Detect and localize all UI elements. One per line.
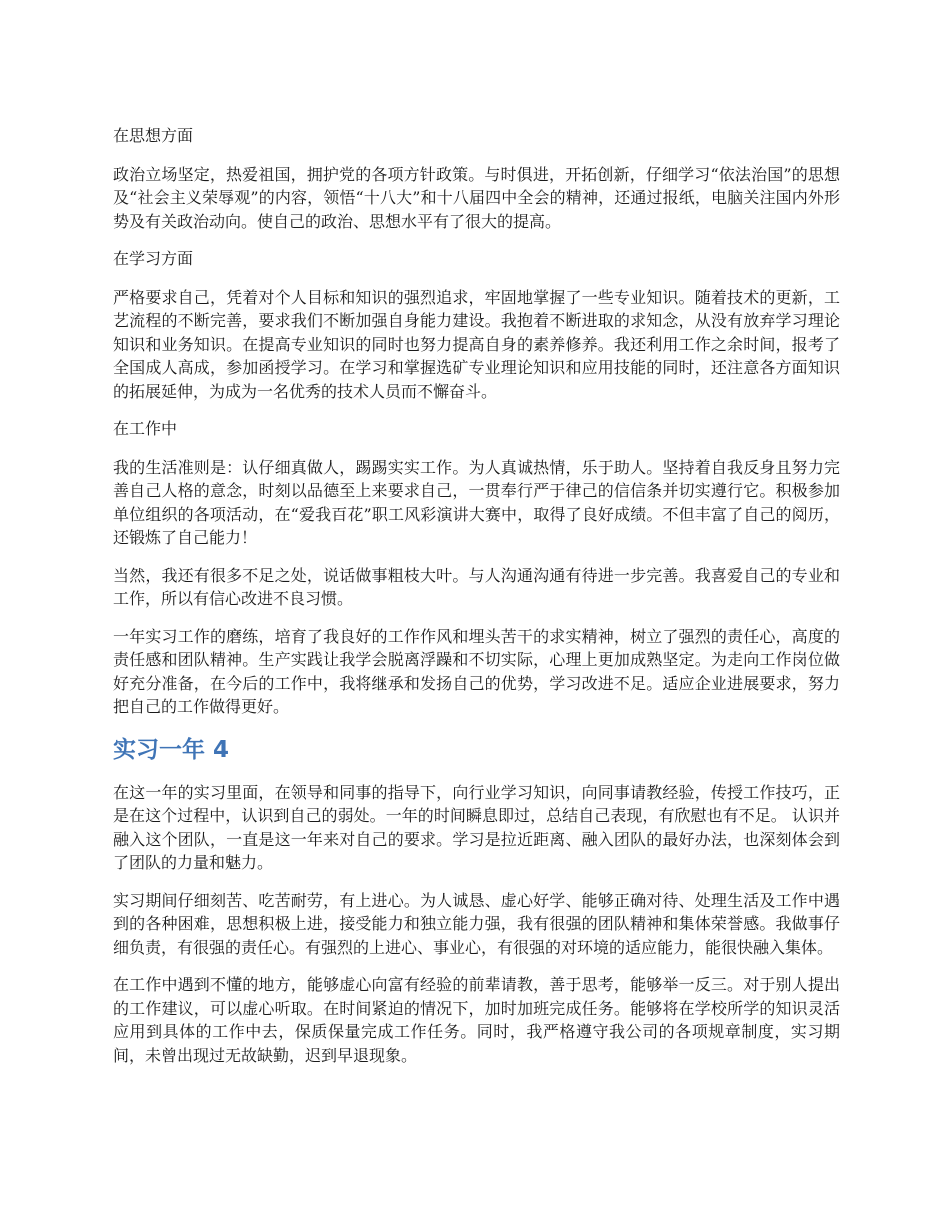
paragraph-work: 我的生活准则是：认仔细真做人，踢踢实实工作。为人真诚热情，乐于助人。坚持着自我反身且努力完善自己人格的意念，时刻以品德至上来要求自己，一贯奉行严于律己的信信条并切实遵行它。积极参加单位组织的各项活动，在“爱我百花”职工风彩演讲大赛中，取得了良好成绩。不但丰富了自己的阅历，还锻炼了自己能力！ <box>113 457 840 547</box>
paragraph-attitude: 实习期间仔细刻苦、吃苦耐劳，有上进心。为人诚恳、虚心好学、能够正确对待、处理生活及工作中遇到的各种困难，思想积极上进，接受能力和独立能力强，我有很强的团队精神和集体荣誉感。我做事仔细负责，有很强的责任心。有强烈的上进心、事业心，有很强的对环境的适应能力，能很快融入集体。 <box>113 890 840 957</box>
document-body <box>113 124 840 1081</box>
paragraph-study: 严格要求自己，凭着对个人目标和知识的强烈追求，牢固地掌握了一些专业知识。随着技术的更新，工艺流程的不断完善，要求我们不断加强自身能力建设。我抱着不断进取的求知念，从没有放弃学习理论知识和业务知识。在提高专业知识的同时也努力提高自身的素养修养。我还利用工作之余时间，报考了全国成人高成，参加函授学习。在学习和掌握选矿专业理论知识和应用技能的同时，还注意各方面知识的拓展延伸，为成为一名优秀的技术人员而不懈奋斗。 <box>113 287 840 401</box>
paragraph-summary: 一年实习工作的磨练，培育了我良好的工作作风和埋头苦干的求实精神，树立了强烈的责任心，高度的责任感和团队精神。生产实践让我学会脱离浮躁和不切实际，心理上更加成熟坚定。为走向工作岗位做好充分准备，在今后的工作中，我将继承和发扬自己的优势，学习改进不足。适应企业进展要求，努力把自己的工作做得更好。 <box>113 626 840 716</box>
paragraph-shortcomings: 当然，我还有很多不足之处，说话做事粗枝大叶。与人沟通沟通有待进一步完善。我喜爱自己的专业和工作，所以有信心改进不良习惯。 <box>113 565 840 608</box>
heading-internship-4: 实习一年 4 <box>113 736 230 763</box>
paragraph-thought: 政治立场坚定，热爱祖国，拥护党的各项方针政策。与时俱进，开拓创新，仔细学习“依法治国”的思想及“社会主义荣辱观”的内容，领悟“十八大”和十八届四中全会的精神，还通过报纸，电脑关注国内外形势及有关政治动向。使自己的政治、思想水平有了很大的提高。 <box>113 164 840 231</box>
paragraph-learning: 在工作中遇到不懂的地方，能够虚心向富有经验的前辈请教，善于思考，能够举一反三。对于别人提出的工作建议，可以虚心听取。在时间紧迫的情况下，加时加班完成任务。能够将在学校所学的知识灵活应用到具体的工作中去，保质保量完成工作任务。同时，我严格遵守我公司的各项规章制度，实习期间，未曾出现过无故缺勤，迟到早退现象。 <box>113 975 840 1065</box>
paragraph-intro: 在这一年的实习里面，在领导和同事的指导下，向行业学习知识，向同事请教经验，传授工作技巧，正是在这个过程中，认识到自己的弱处。一年的时间瞬息即过，总结自己表现，有欣慰也有不足。 认识并融入这个团队，一直是这一年来对自己的要求。学习是拉近距离、融入团队的最好办法，也深刻体会到了团队的力量和魅力。 <box>113 782 840 872</box>
section-label-work: 在工作中 <box>113 419 178 438</box>
section-label-study: 在学习方面 <box>113 249 194 268</box>
section-label-thought: 在思想方面 <box>113 126 194 145</box>
